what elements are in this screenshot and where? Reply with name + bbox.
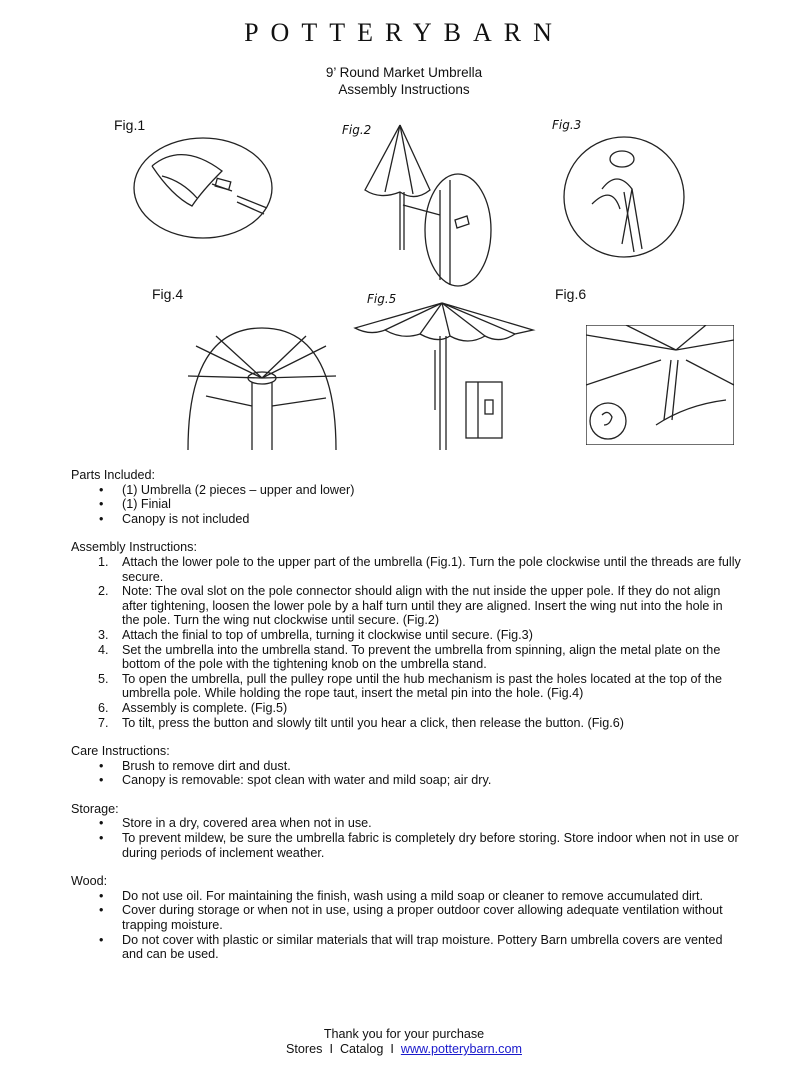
assembly-steps bbox=[71, 555, 743, 730]
fig4-illustration bbox=[186, 326, 338, 450]
step-number: 4. bbox=[98, 642, 109, 657]
step-text: Assembly is complete. (Fig.5) bbox=[122, 700, 288, 715]
fig2-label: Fig.2 bbox=[342, 123, 372, 137]
list-item: • Do not use oil. For maintaining the finish, wash using a mild soap or cleaner to remove accumulated dirt. bbox=[71, 889, 743, 904]
step-number: 6. bbox=[98, 700, 109, 715]
list-item: • Brush to remove dirt and dust. bbox=[71, 759, 743, 774]
list-item bbox=[71, 555, 743, 584]
wood-section bbox=[71, 874, 743, 962]
list-item bbox=[71, 672, 743, 701]
list-item: • Do not cover with plastic or similar materials that will trap moisture. Pottery Barn umbrella covers are vented and can be used. bbox=[71, 933, 743, 962]
fig1-illustration bbox=[132, 136, 274, 240]
list-item bbox=[71, 701, 743, 716]
footer bbox=[0, 1027, 808, 1057]
parts-list bbox=[71, 483, 743, 527]
storage-section bbox=[71, 802, 743, 860]
parts-heading: Parts Included: bbox=[71, 468, 156, 482]
stores-text: Stores bbox=[286, 1042, 323, 1056]
instructions-body bbox=[71, 468, 743, 976]
fig1-label: Fig.1 bbox=[114, 117, 146, 133]
wood-heading: Wood: bbox=[71, 874, 108, 889]
step-text: To tilt, press the button and slowly tilt until you hear a click, then release the button. (Fig.6) bbox=[122, 715, 624, 730]
fig6-label: Fig.6 bbox=[555, 286, 587, 302]
footer-links bbox=[0, 1042, 808, 1057]
thank-you-text: Thank you for your purchase bbox=[323, 1027, 485, 1041]
fig4-label: Fig.4 bbox=[152, 286, 184, 302]
brand-logo: POTTERYBARN bbox=[244, 18, 564, 47]
fig5-label: Fig.5 bbox=[367, 292, 397, 306]
list-item bbox=[71, 628, 743, 643]
step-text: Attach the finial to top of umbrella, turning it clockwise until secure. (Fig.3) bbox=[122, 627, 533, 642]
fig3-illustration bbox=[562, 134, 686, 260]
list-item: • Canopy is removable: spot clean with water and mild soap; air dry. bbox=[71, 773, 743, 788]
separator: I bbox=[329, 1042, 333, 1056]
list-item: • (1) Umbrella (2 pieces – upper and lower) bbox=[71, 483, 743, 498]
list-item: • Canopy is not included bbox=[71, 512, 743, 527]
fig5-illustration bbox=[350, 300, 536, 452]
step-text: Attach the lower pole to the upper part of the umbrella (Fig.1). Turn the pole clockwise until the threads are fully secure. bbox=[122, 554, 741, 584]
catalog-text: Catalog bbox=[339, 1042, 384, 1056]
list-item: • To prevent mildew, be sure the umbrella fabric is completely dry before storing. Store indoor when not in use or during periods of inclement weather. bbox=[71, 831, 743, 860]
fig6-illustration bbox=[586, 325, 734, 445]
website-link[interactable]: www.potterybarn.com bbox=[400, 1042, 522, 1056]
step-number: 2. bbox=[98, 584, 109, 599]
step-number: 5. bbox=[98, 671, 109, 686]
list-item: • Cover during storage or when not in use, using a proper outdoor cover allowing adequate ventilation without trapping moisture. bbox=[71, 903, 743, 932]
assembly-heading: Assembly Instructions: bbox=[71, 540, 197, 555]
fig3-label: Fig.3 bbox=[552, 118, 582, 132]
title-line-1: 9’ Round Market Umbrella bbox=[325, 65, 483, 80]
parts-section bbox=[71, 468, 743, 526]
list-item bbox=[71, 584, 743, 628]
care-section bbox=[71, 744, 743, 788]
storage-heading: Storage: bbox=[71, 801, 119, 816]
fig2-illustration bbox=[355, 120, 495, 290]
storage-list bbox=[71, 816, 743, 860]
care-heading: Care Instructions: bbox=[71, 744, 170, 759]
list-item bbox=[71, 716, 743, 731]
document-title bbox=[0, 64, 808, 98]
step-text: Set the umbrella into the umbrella stand. To prevent the umbrella from spinning, align the metal plate on the bottom of the pole with the tightening knob on the umbrella stand. bbox=[122, 642, 721, 672]
wood-list bbox=[71, 889, 743, 962]
list-item bbox=[71, 643, 743, 672]
step-number: 3. bbox=[98, 627, 109, 642]
step-text: Note: The oval slot on the pole connector should align with the nut inside the upper pole. If they do not align after tightening, loosen the lower pole by a half turn until they are aligned. Insert the wing nut into the hole in the pole. Turn the wing nut clockwise until secure. (Fig.2) bbox=[122, 584, 723, 628]
step-text: To open the umbrella, pull the pulley rope until the hub mechanism is past the holes located at the top of the umbrella pole. While holding the rope taut, insert the metal pin into the hole. (Fig.4) bbox=[122, 671, 722, 701]
assembly-section bbox=[71, 540, 743, 730]
list-item: • Store in a dry, covered area when not in use. bbox=[71, 816, 743, 831]
title-line-2: Assembly Instructions bbox=[338, 82, 470, 97]
care-list bbox=[71, 759, 743, 788]
separator: I bbox=[390, 1042, 394, 1056]
step-number: 1. bbox=[98, 554, 109, 569]
list-item: • (1) Finial bbox=[71, 497, 743, 512]
step-number: 7. bbox=[98, 715, 109, 730]
